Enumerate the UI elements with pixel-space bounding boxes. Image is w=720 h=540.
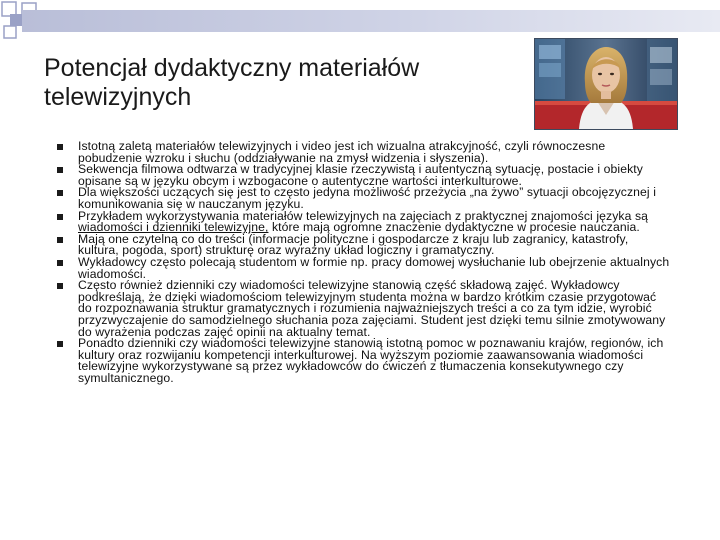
square-bullet-icon <box>57 237 63 243</box>
bullet-item <box>48 338 670 384</box>
header-gradient-bar <box>22 10 720 32</box>
square-bullet-icon <box>57 167 63 173</box>
news-anchor-photo <box>534 38 678 130</box>
bullet-item <box>48 164 670 187</box>
square-bullet-icon <box>57 190 63 196</box>
square-bullet-icon <box>57 144 63 150</box>
bullet-text: Mają one czytelną co do treści (informacje polityczne i gospodarcze z kraju lub zagranicy, katastrofy, kultura, pogoda, sport) strukturę oraz wyraźny układ logiczny i gramatyczny. <box>78 231 629 258</box>
bullet-list <box>48 141 670 384</box>
slide-title: Potencjał dydaktyczny materiałów telewizyjnych <box>44 54 420 111</box>
bullet-item <box>48 280 670 338</box>
bullet-item <box>48 231 670 258</box>
bullet-text: Istotną zaletą materiałów telewizyjnych i video jest ich wizualna atrakcyjność, czyli równoczesne pobudzenie wzroku i słuchu (oddziaływanie na zmysł widzenia i słyszenia). <box>78 139 606 165</box>
bullet-item <box>48 208 670 235</box>
bullet-item <box>48 187 670 210</box>
square-bullet-icon <box>57 341 63 347</box>
tv-news-link[interactable]: wiadomości i dzienniki telewizyjne, <box>78 220 269 235</box>
square-bullet-icon <box>57 214 63 220</box>
square-bullet-icon <box>57 283 63 289</box>
bullet-item <box>48 141 670 164</box>
bullet-text: Sekwencja filmowa odtwarza w tradycyjnej klasie rzeczywistą i autentyczną sytuację, postacie i obiekty opisane są w języku obcym i wzbogacone o autentyczne wartości interkulturowe. <box>78 162 643 188</box>
bullet-text-before-link: Przykładem wykorzystywania materiałów telewizyjnych na zajęciach z praktycznej znajomości języka są <box>78 208 649 223</box>
bullet-text: Ponadto dzienniki czy wiadomości telewizyjne stanowią istotną pomoc w poznawaniu krajów, regionów, ich kultury oraz rozwijaniu kompetencji interkulturowej. Na wyższym poziomie zaawansowania wiadomości telewizyjne wykorzystywane są przez wykładowców do ćwiczeń z tłumaczenia konsekutywnego czy symultanicznego. <box>78 336 664 385</box>
square-bullet-icon <box>57 260 63 266</box>
bullet-text: Często również dzienniki czy wiadomości telewizyjne stanowią część składową zajęć. Wykładowcy podkreślają, że dzięki wiadomościom telewizyjnym studenta można w bardzo krótkim czasie przygotować do rozpoznawania struktur gramatycznych i rozumienia najważniejszych treści a co za tym idzie, wyrobić przyzwyczajenie do samodzielnego słuchania poza zajęciami. Student jest dzięki temu silnie zmotywowany do wyrażenia podczas zajęć opinii na aktualny temat. <box>78 278 666 339</box>
bullet-text-after-link: które mają ogromne znaczenie dydaktyczne w procesie nauczania. <box>268 220 640 235</box>
bullet-text: Dla większości uczących się jest to często jedyna możliwość przeżycia „na żywo” sytuacji obcojęzycznej i komunikowania się w nauczanym języku. <box>78 185 657 211</box>
bullet-item <box>48 254 670 281</box>
bullet-text: Wykładowcy często polecają studentom w formie np. pracy domowej wysłuchanie lub obejrzenie aktualnych wiadomości. <box>78 254 670 281</box>
